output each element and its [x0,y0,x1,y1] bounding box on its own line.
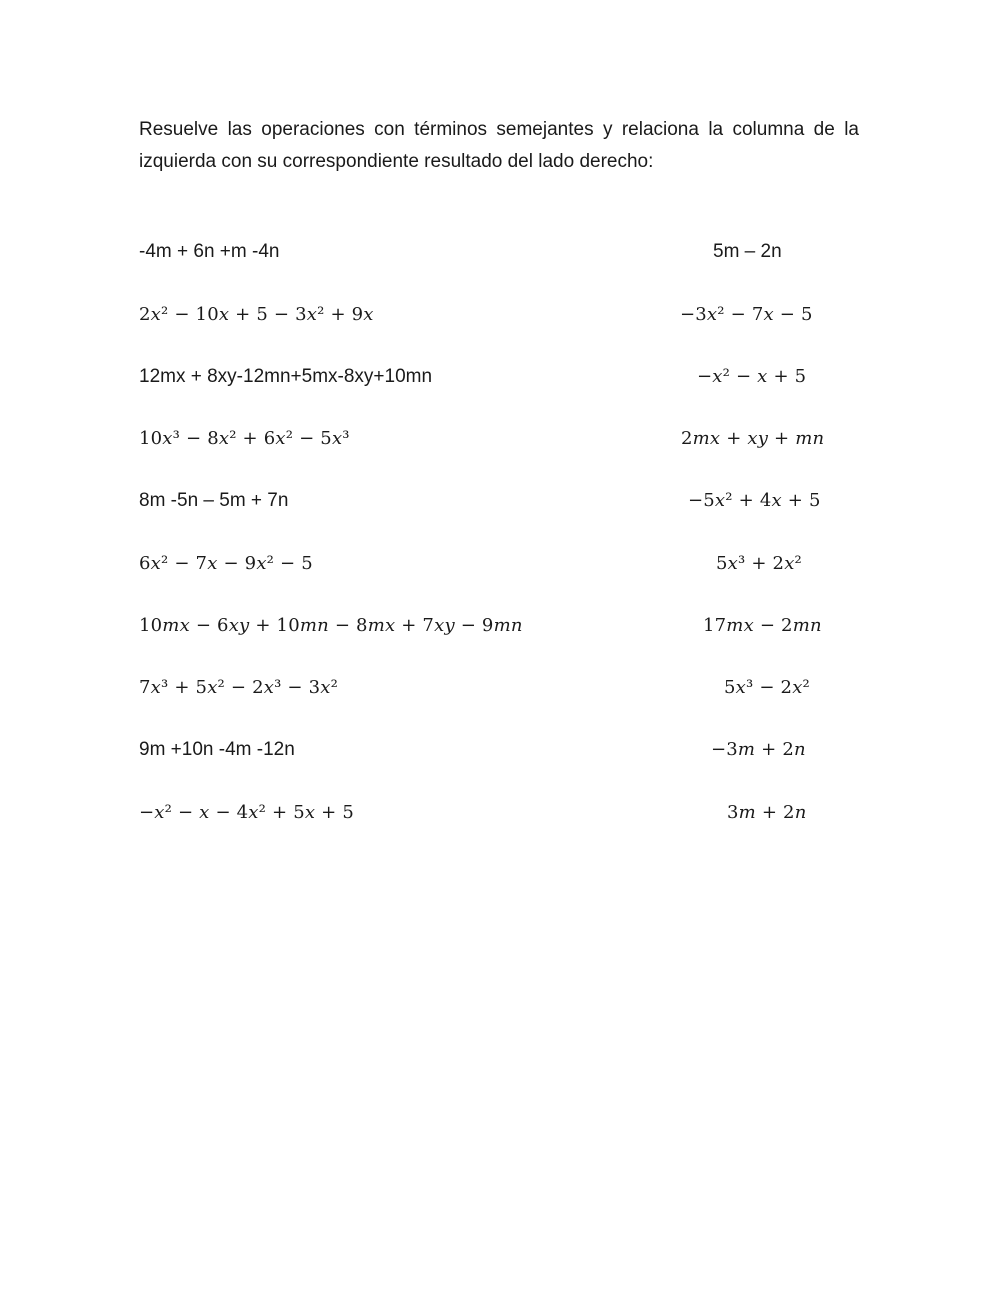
right-result-8: 5𝑥³ − 2𝑥² [724,677,810,698]
right-result-9: −3𝑚 + 2𝑛 [711,739,806,760]
left-expression-9: 9m +10n -4m -12n [139,739,295,760]
left-expression-7: 10𝑚𝑥 − 6𝑥𝑦 + 10𝑚𝑛 − 8𝑚𝑥 + 7𝑥𝑦 − 9𝑚𝑛 [139,615,523,636]
right-result-5: −5𝑥² + 4𝑥 + 5 [688,490,821,511]
left-expression-5: 8m -5n – 5m + 7n [139,490,289,511]
right-result-4: 2𝑚𝑥 + 𝑥𝑦 + 𝑚𝑛 [681,428,825,449]
right-result-7: 17𝑚𝑥 − 2𝑚𝑛 [703,615,822,636]
left-expression-10: −𝑥² − 𝑥 − 4𝑥² + 5𝑥 + 5 [139,802,354,823]
right-result-10: 3𝑚 + 2𝑛 [727,802,807,823]
left-expression-8: 7𝑥³ + 5𝑥² − 2𝑥³ − 3𝑥² [139,677,339,698]
right-result-2: −3𝑥² − 7𝑥 − 5 [680,304,813,325]
instructions-text: Resuelve las operaciones con términos semejantes y relaciona la columna de la izquierda con su correspondiente resultado del lado derecho: [139,119,859,172]
right-result-1: 5m – 2n [713,241,782,262]
left-expression-3: 12mx + 8xy-12mn+5mx-8xy+10mn [139,366,433,387]
left-expression-2: 2𝑥² − 10𝑥 + 5 − 3𝑥² + 9𝑥 [139,304,374,325]
left-expression-4: 10𝑥³ − 8𝑥² + 6𝑥² − 5𝑥³ [139,428,350,449]
right-result-6: 5𝑥³ + 2𝑥² [716,553,802,574]
right-result-3: −𝑥² − 𝑥 + 5 [697,366,807,387]
left-expression-1: -4m + 6n +m -4n [139,241,280,262]
left-expression-6: 6𝑥² − 7𝑥 − 9𝑥² − 5 [139,553,313,574]
